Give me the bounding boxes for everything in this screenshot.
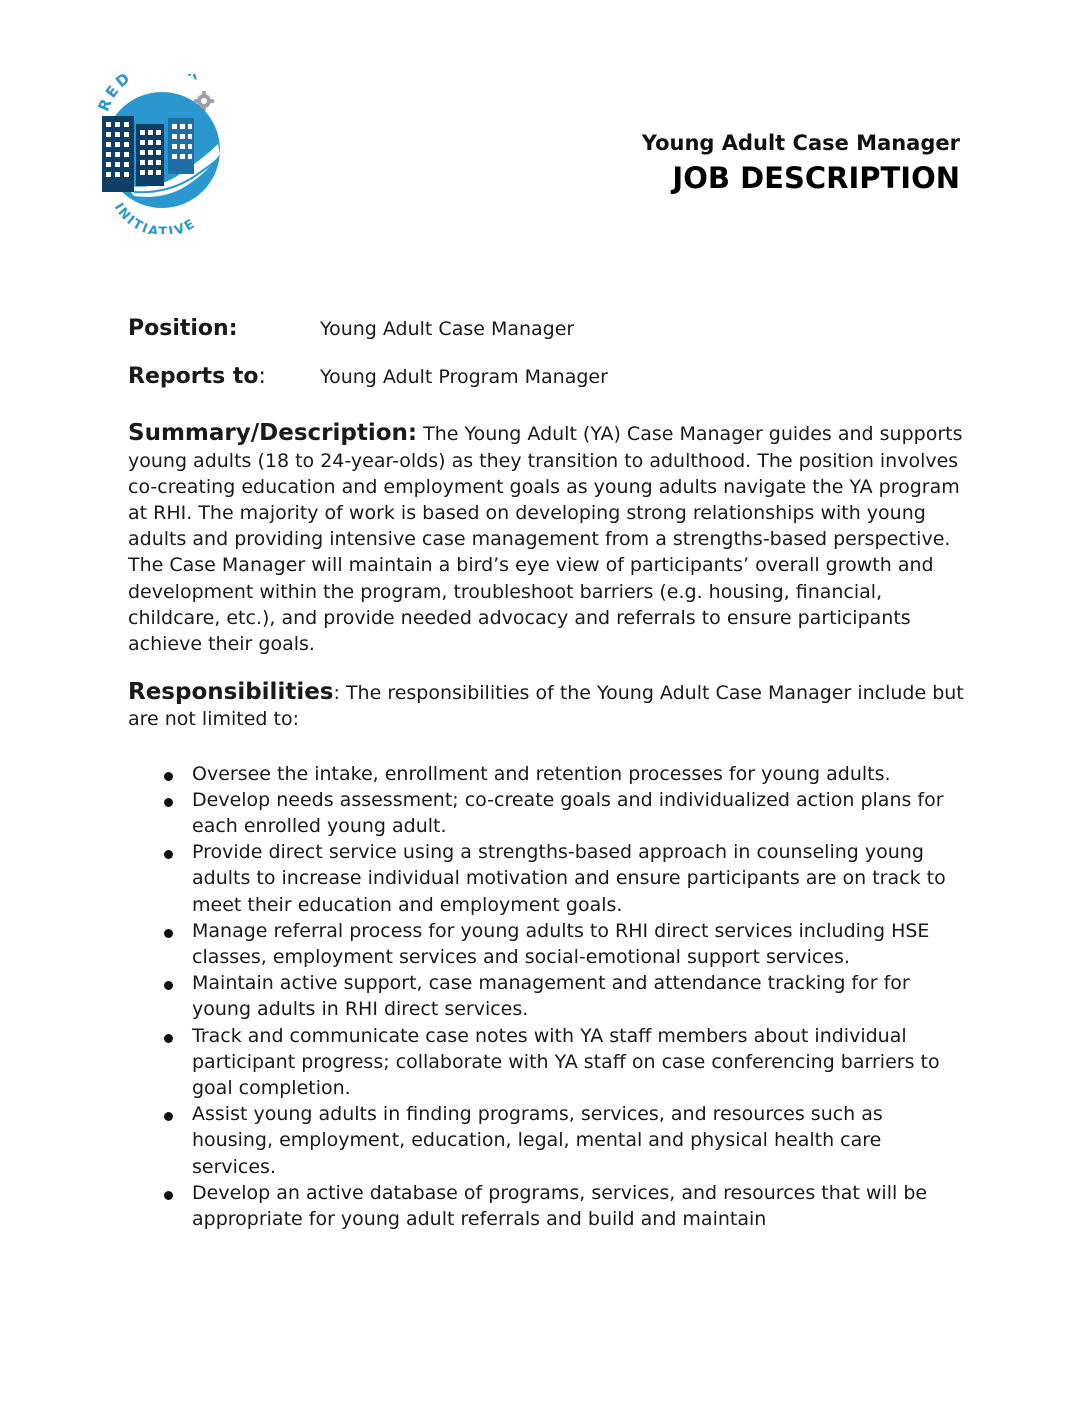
logo-graphic [88, 74, 238, 234]
bullet-icon [164, 772, 173, 781]
document-title: JOB DESCRIPTION [672, 161, 960, 195]
list-item-text: Develop an active database of programs, services, and resources that will be appropriate for young adult referrals and build and maintain [192, 1181, 928, 1231]
list-item [128, 1180, 964, 1232]
list-item-text: Track and communicate case notes with YA staff members about individual participant progress; collaborate with YA staff on case conferencing barriers to goal completion. [192, 1024, 940, 1100]
list-item [128, 839, 964, 918]
list-item [128, 1101, 964, 1180]
svg-text:RED HOOK: RED [94, 74, 136, 114]
job-title-subtitle: Young Adult Case Manager [641, 131, 960, 155]
list-item [128, 787, 964, 839]
list-item [128, 761, 964, 787]
list-item-text: Manage referral process for young adults to RHI direct services including HSE classes, employment services and social-emotional support services. [192, 919, 930, 969]
reports-to-value: Young Adult Program Manager [320, 366, 608, 389]
list-item [128, 1023, 964, 1102]
reports-to-label-wrap [128, 364, 320, 390]
responsibilities-list [128, 761, 964, 1233]
summary-text: The Young Adult (YA) Case Manager guides and supports young adults (18 to 24-year-olds) as they transition to adulthood. The position involves co-creating education and employment goals as young adults navigate the YA program at RHI. The majority of work is based on developing strong relationships with young adults and providing intensive case management from a strengths-based perspective. The Case Manager will maintain a bird’s eye view of participants’ overall growth and development within the program, troubleshoot barriers (e.g. housing, financial, childcare, etc.), and provide needed advocacy and referrals to ensure participants achieve their goals. [128, 423, 963, 656]
responsibilities-paragraph [128, 679, 964, 732]
list-item-text: Assist young adults in finding programs, services, and resources such as housing, employment, education, legal, mental and physical health care services. [192, 1103, 883, 1178]
reports-to-row [128, 364, 964, 390]
responsibilities-intro: The responsibilities of the Young Adult Case Manager include but are not limited to: [128, 682, 964, 731]
list-item [128, 918, 964, 970]
list-item-text: Oversee the intake, enrollment and retention processes for young adults. [192, 762, 891, 785]
reports-to-colon: : [258, 364, 266, 390]
reports-to-label: Reports to [128, 364, 259, 390]
list-item-text: Provide direct service using a strengths-based approach in counseling young adults to increase individual motivation and ensure participants are on track to meet their education and employment goals. [192, 841, 946, 916]
responsibilities-colon: : [333, 682, 340, 705]
position-row [128, 316, 964, 342]
responsibilities-heading: Responsibilities [128, 679, 334, 706]
bullet-icon [164, 1112, 173, 1121]
position-value: Young Adult Case Manager [320, 318, 575, 340]
bullet-icon [164, 1034, 173, 1043]
bullet-icon [164, 798, 173, 807]
bullet-icon [164, 981, 173, 990]
document-body [128, 316, 964, 1232]
position-label: Position: [128, 316, 238, 341]
red-hook-initiative-logo [88, 74, 238, 234]
bullet-icon [164, 1191, 173, 1200]
svg-text:INITIATIVE: INITIATIVE [110, 200, 200, 234]
document-header [642, 128, 960, 198]
list-item-text: Maintain active support, case management and attendance tracking for for young adults in RHI direct services. [192, 972, 910, 1021]
bullet-icon [164, 850, 173, 859]
bullet-icon [164, 929, 173, 938]
summary-paragraph [128, 420, 964, 657]
summary-heading: Summary/Description: [128, 420, 418, 447]
list-item [128, 970, 964, 1022]
list-item-text: Develop needs assessment; co-create goals and individualized action plans for each enrolled young adult. [192, 788, 944, 838]
